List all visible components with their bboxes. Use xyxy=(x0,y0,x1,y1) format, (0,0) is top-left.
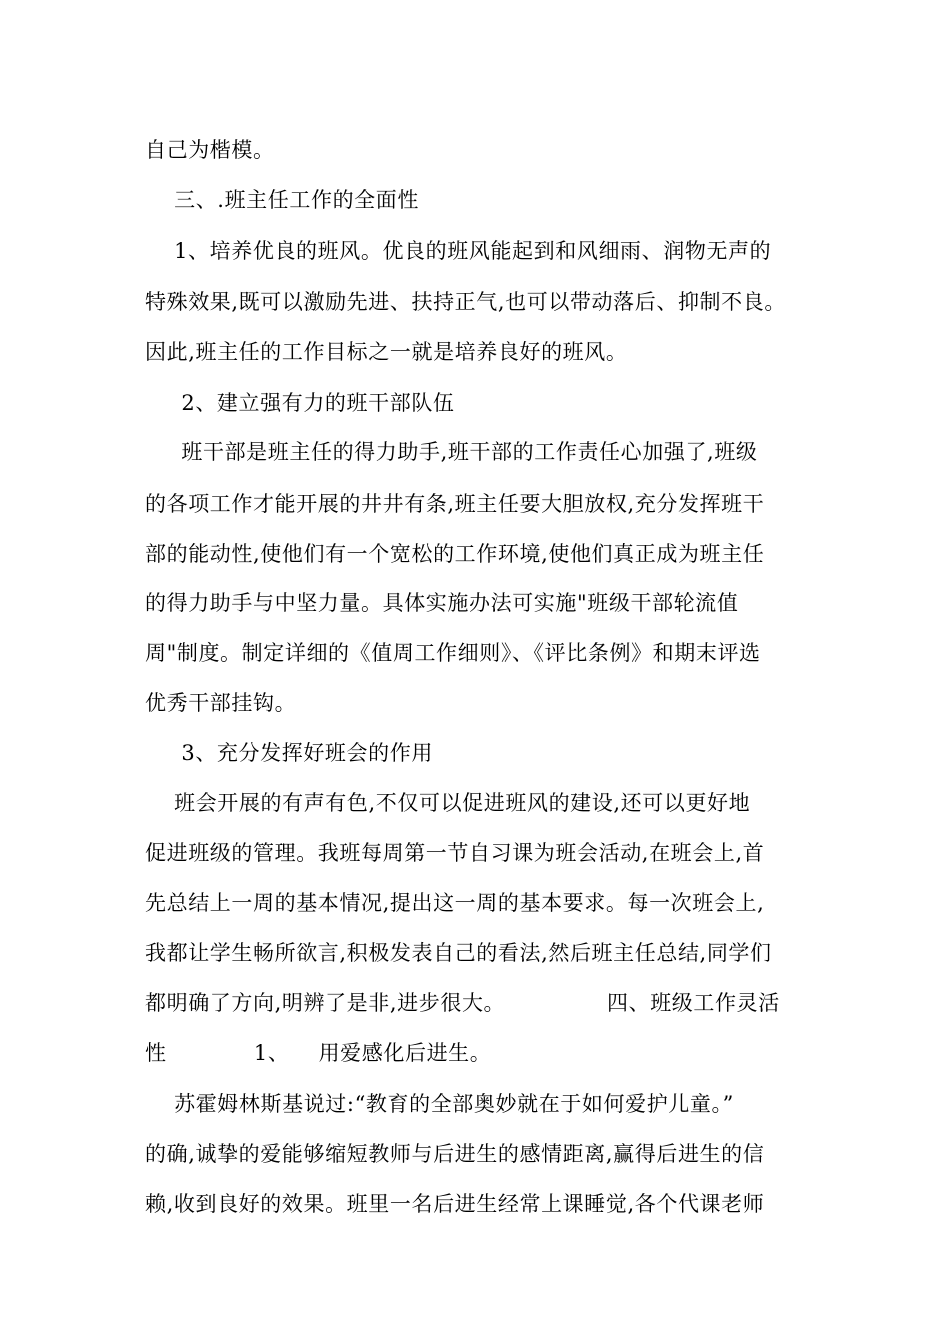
text-line: 先总结上一周的基本情况,提出这一周的基本要求。每一次班会上, xyxy=(145,891,765,915)
text-line: 性 1、 用爱感化后进生。 xyxy=(145,1041,492,1065)
text-line: 特殊效果,既可以激励先进、扶持正气,也可以带动落后、抑制不良。 xyxy=(145,290,786,314)
text-line: 的各项工作才能开展的井井有条,班主任要大胆放权,充分发挥班干 xyxy=(145,492,765,516)
subsection-heading: 2、建立强有力的班干部队伍 xyxy=(145,391,455,415)
text-line: 班干部是班主任的得力助手,班干部的工作责任心加强了,班级 xyxy=(145,440,758,464)
text-line: 自己为楷模。 xyxy=(145,138,275,162)
text-line: 优秀干部挂钩。 xyxy=(145,691,297,715)
text-line: 1、培养优良的班风。优良的班风能起到和风细雨、润物无声的 xyxy=(145,239,772,263)
text-line: 都明确了方向,明辨了是非,进步很大。 四、班级工作灵活 xyxy=(145,991,780,1015)
text-line: 的确,诚挚的爱能够缩短教师与后进生的感情距离,赢得后进生的信 xyxy=(145,1142,765,1166)
text-line: 促进班级的管理。我班每周第一节自习课为班会活动,在班会上,首 xyxy=(145,841,765,865)
text-line: 苏霍姆林斯基说过:“教育的全部奥妙就在于如何爱护儿童。” xyxy=(145,1092,734,1116)
text-line: 的得力助手与中坚力量。具体实施办法可实施"班级干部轮流值 xyxy=(145,591,739,615)
text-line: 班会开展的有声有色,不仅可以促进班风的建设,还可以更好地 xyxy=(145,791,751,815)
subsection-heading: 3、充分发挥好班会的作用 xyxy=(145,741,433,765)
text-line: 部的能动性,使他们有一个宽松的工作环境,使他们真正成为班主任 xyxy=(145,542,765,566)
text-line: 赖,收到良好的效果。班里一名后进生经常上课睡觉,各个代课老师 xyxy=(145,1192,765,1216)
text-line: 我都让学生畅所欲言,积极发表自己的看法,然后班主任总结,同学们 xyxy=(145,941,772,965)
section-heading: 三、.班主任工作的全面性 xyxy=(145,188,419,212)
text-line: 因此,班主任的工作目标之一就是培养良好的班风。 xyxy=(145,340,628,364)
text-line: 周"制度。制定详细的《值周工作细则》、《评比条例》和期末评选 xyxy=(145,641,761,665)
